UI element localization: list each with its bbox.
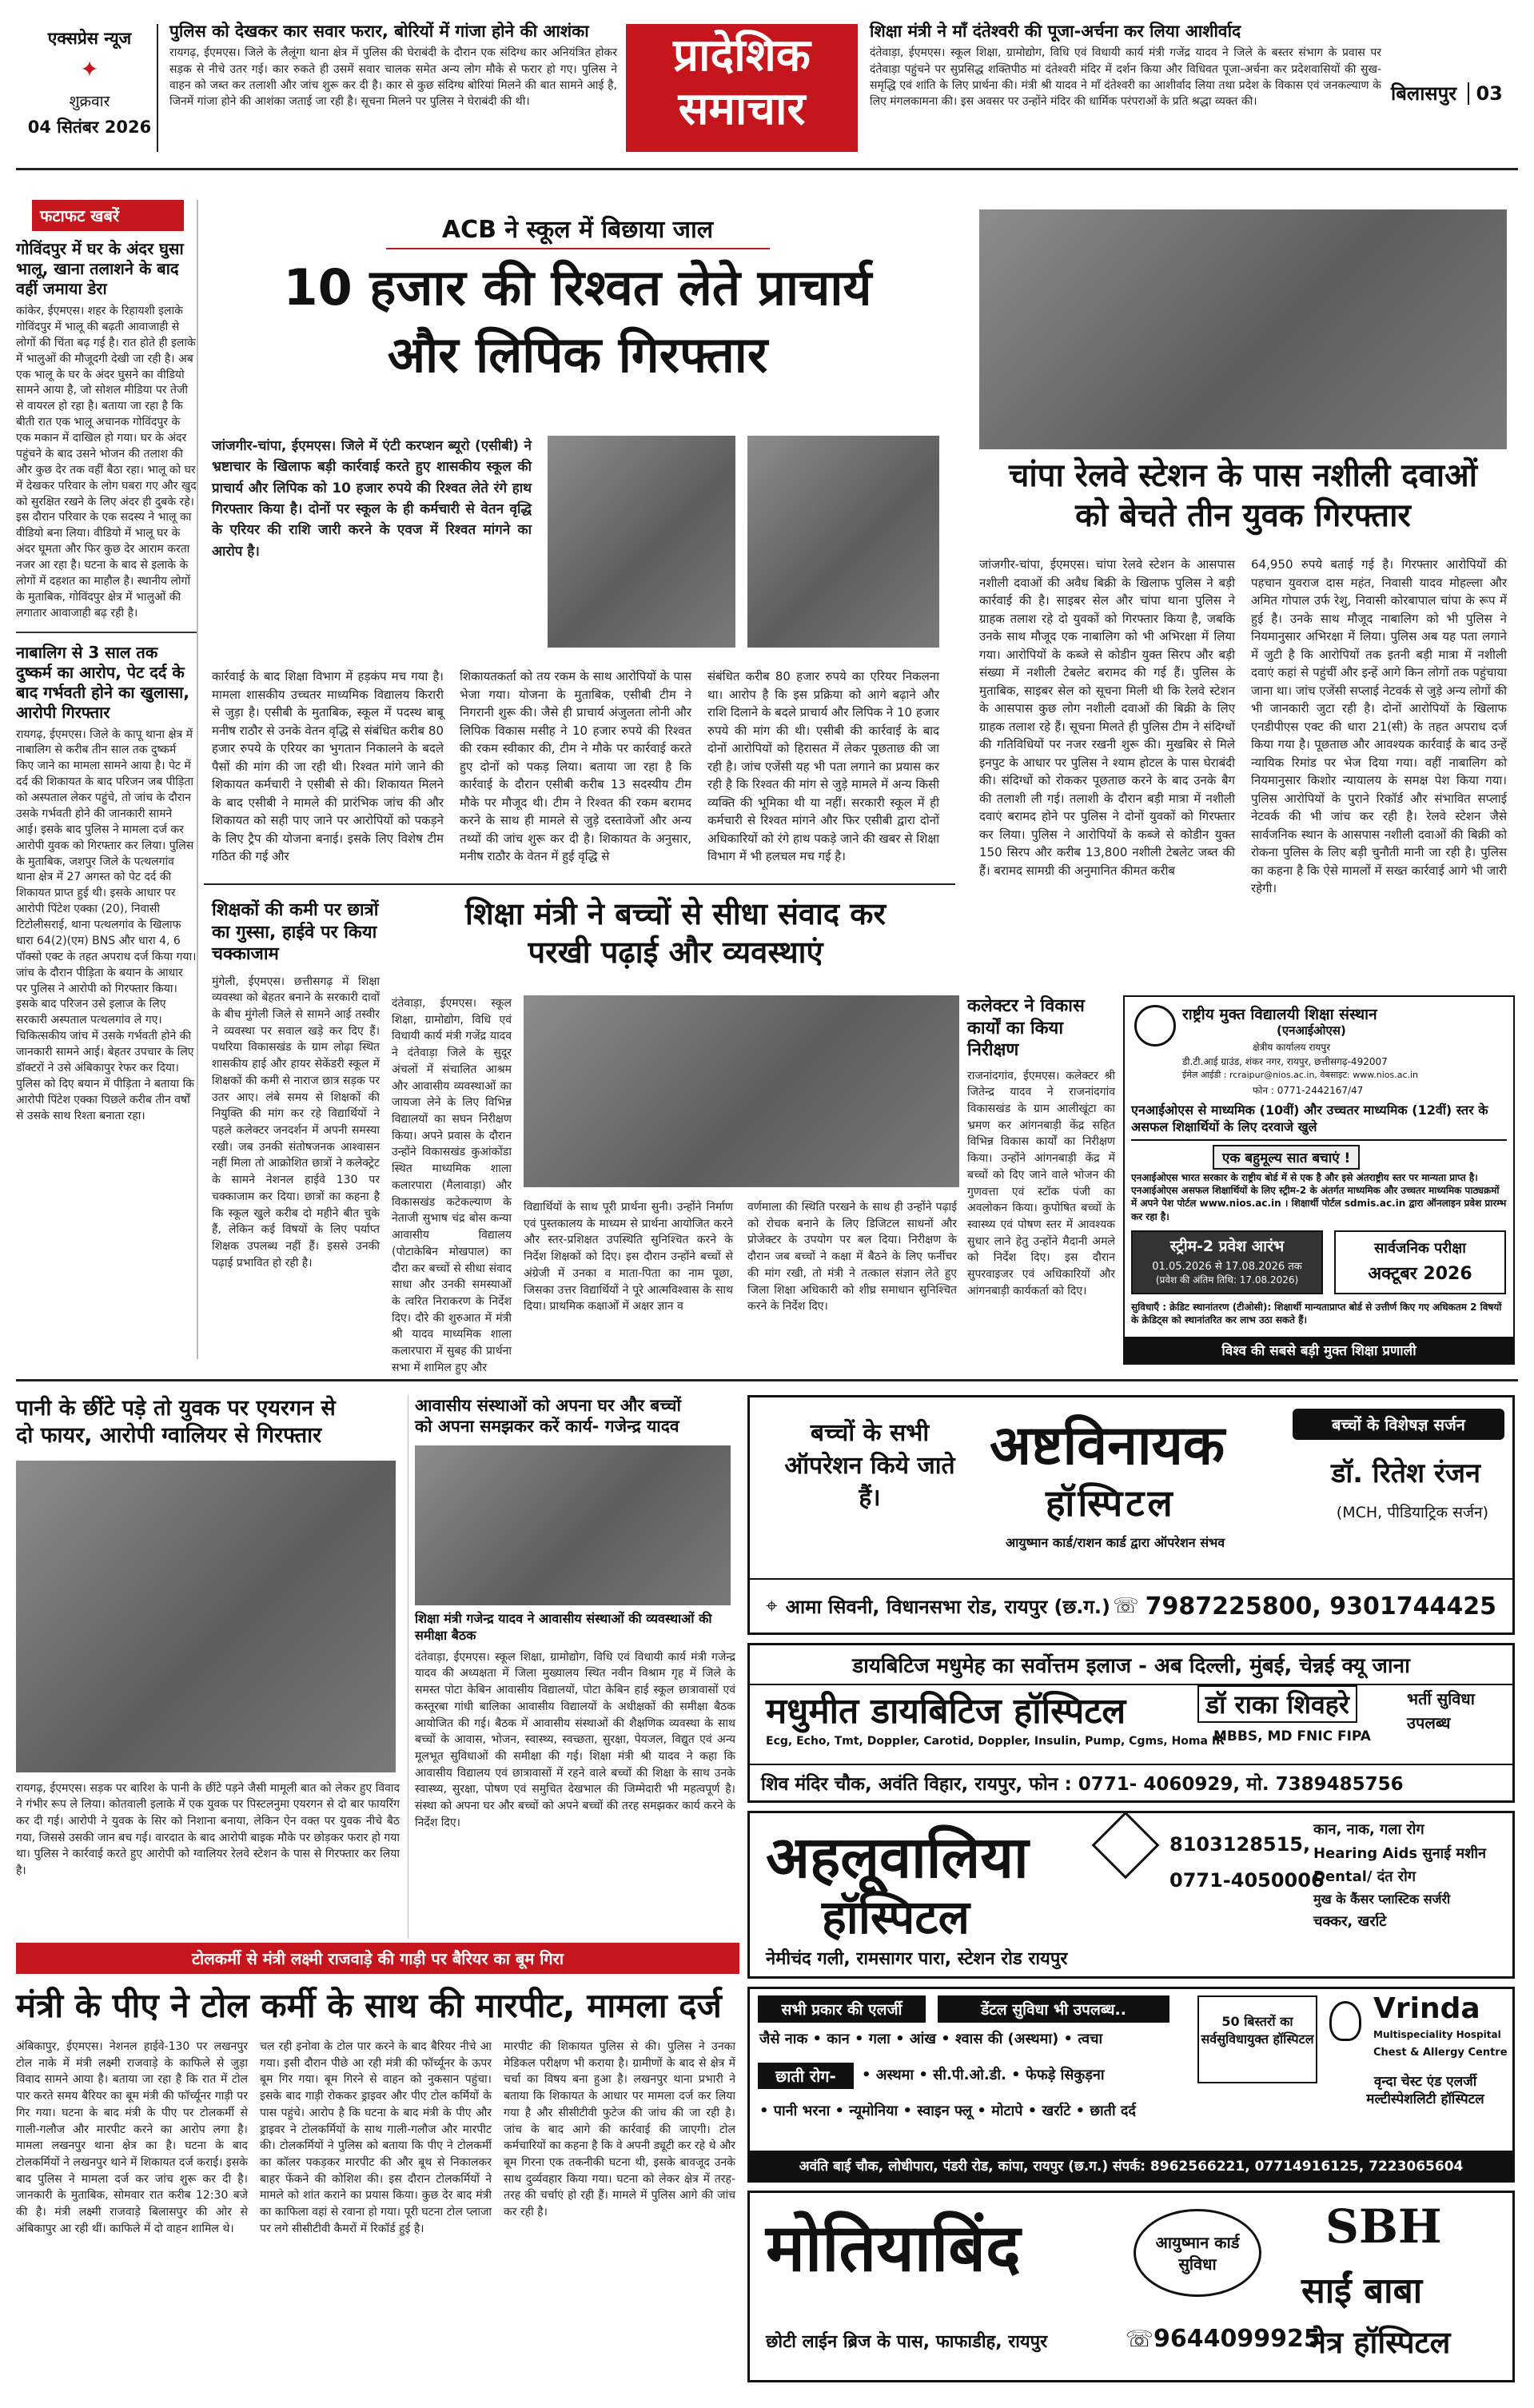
ahluwalia-service: Hearing Aids सुनाई मशीन — [1313, 1844, 1486, 1862]
nios-address: डी.टी.आई ग्राउंड, शंकर नगर, रायपुर, छत्तीसगढ़-492007 — [1182, 1056, 1388, 1067]
ashtavinayak-footer — [750, 1578, 1512, 1633]
minister-col-3: वर्णमाला की स्थिति परखने के साथ ही उन्होंने पढ़ाई को रोचक बनाने के लिए डिजिटल साधनों और प्रोजेक्टर के उपयोग पर बल दिया। निरीक्षण के दौरान जब बच्चों ने कक्षा में बैठने के लिए फर्नीचर की मांग रखी, तो मंत्री ने तत्काल संज्ञान लेते हुए जिला शिक्षा अधिकारी को शीघ्र समाधान सुनिश्चित करने के निर्देश दिए। — [747, 1201, 957, 1314]
madhumeet-name: मधुमीत डायबिटिज हॉस्पिटल — [766, 1691, 1126, 1732]
motiyabind-hospital: साईं बाबा — [1301, 2270, 1423, 2311]
madhumeet-bharti: भर्ती सुविधा उपलब्ध — [1407, 1689, 1475, 1732]
nios-title: राष्ट्रीय मुक्त विद्यालयी शिक्षा संस्थान — [1182, 1006, 1377, 1023]
mungeli-body: मुंगेली, ईएमएस। छत्तीसगढ़ में शिक्षा व्यवस्था को बेहतर बनाने के सरकारी दावों के बीच मुंगेली जिले से सामने आई तस्वीर ने व्यवस्था पर सवाल खड़े कर दिए हैं। पथरिया विकासखंड के ग्राम लोढ़ा स्थित शासकीय हाई और हायर सेकेंडरी स्कूल में शिक्षकों की कमी से नाराज छात्र सड़क पर उतर आए। लंबे समय से शिक्षकों की नियुक्ति की मांग कर रहे विद्यार्थियों ने पहले कलेक्टर जनदर्शन में अपनी समस्या रखी। जब उनकी संतोषजनक आश्वासन नहीं मिला तो आक्रोशित छात्रों ने कलेक्ट्रेट के सामने नेशनल हाईवे 130 पर चक्काजाम कर दिया। छात्रों का कहना है कि स्कूल खुले करीब दो महीने बीत चुके हैं, लेकिन कई विषयों के लिए पर्याप्त शिक्षक उपलब्ध नहीं हैं। इससे उनकी पढ़ाई प्रभावित हो रही है। — [212, 975, 380, 1270]
rule-acb — [204, 883, 955, 885]
hostels-body: दंतेवाड़ा, ईएमएस। स्कूल शिक्षा, ग्रामोद्योग, विधि एवं विधायी कार्य मंत्री गजेन्द्र यादव की अध्यक्षता में जिला मुख्यालय स्थित नवीन विश्राम गृह में जिले के समस्त पोटा केबिन आवासीय विद्यालयों, पोटा केबिन हाई स्कूल छात्रावासों एवं कस्तूरबा गांधी बालिका आवासीय विद्यालयों के अधीक्षकों की समीक्षा बैठक आयोजित की गई। बैठक में आवासीय संस्थाओं की शैक्षणिक व्यवस्था के साथ बच्चों के आवास, भोजन, स्वास्थ्य, स्वच्छता, सुरक्षा, पेयजल, विद्युत एवं अन्य मूलभूत सुविधाओं की समीक्षा की गई। शिक्षा मंत्री श्री यादव ने कहा कि आवासीय विद्यालय एवं छात्रावासों में रहने वाले बच्चों की शिक्षा के साथ उनके स्वास्थ्य, सुरक्षा, पोषण एवं समुचित देखभाल की जिम्मेदारी भी महत्वपूर्ण है। संस्था को अपना घर और बच्चों को अपने बच्चों की तरह समझकर कार्य करने के निर्देश दिए। — [415, 1650, 735, 1829]
nios-feature: सुविधाएँ : क्रेडिट स्थानांतरण (टीओसी): शिक्षार्थी मान्यताप्राप्त बोर्ड से उत्तीर्ण किए गए अधिकतम 2 विषयों के क्रेडिट्स को स्थानांतरित कर लाभ उठा सकते हैं। — [1131, 1302, 1502, 1326]
madhumeet-address: शिव मंदिर चौक, अवंति विहार, रायपुर, फोन : 0771- 4060929, मो. 7389485756 — [750, 1764, 1512, 1800]
ashtavinayak-address: आमा सिवनी, विधानसभा रोड, रायपुर (छ.ग.) — [785, 1595, 1111, 1618]
ad-madhumeet — [747, 1643, 1515, 1803]
champa-story — [971, 456, 1515, 975]
ahluwalia-phone-2: 0771-4050006 — [1169, 1869, 1325, 1892]
champa-headline-2: को बेचते तीन युवक गिरफ्तार — [1075, 497, 1411, 534]
acb-story — [212, 212, 943, 867]
minister-story — [392, 895, 959, 1374]
top-right-body: दंतेवाड़ा, ईएमएस। स्कूल शिक्षा, ग्रामोद्योग, विधि एवं विधायी कार्य मंत्री गजेंद्र यादव ने जिले के बस्तर संभाग के प्रवास पर दंतेवाड़ा पहुंचने पर सुप्रसिद्ध शक्तिपीठ मां दंतेश्वरी मंदिर में दर्शन किया और विधिवत पूजा-अर्चना कर प्रदेशवासियों की सुख-समृद्धि एवं शांति के लिए प्रार्थना की। मंत्री श्री यादव ने माँ दंतेश्वरी का आशीर्वाद लिया तथा प्रदेश के विकास एवं जनकल्याण के लिए मंगलकामना की। इस अवसर पर उन्होंने मंदिर की धार्मिक परंपराओं के प्रति श्रद्धा व्यक्त की। — [870, 46, 1381, 109]
vrinda-lungs-icon — [1329, 2001, 1361, 2041]
ahluwalia-address: नेमीचंद गली, रामसागर पारा, स्टेशन रोड रायपुर — [766, 1949, 1068, 1969]
ahluwalia-name: अहलूवालिया — [766, 1824, 1029, 1891]
section-banner — [626, 24, 858, 152]
minister-photo — [524, 995, 959, 1187]
ashtavinayak-name: अष्टविनायक — [990, 1414, 1225, 1477]
vrinda-dental: डेंटल सुविधा भी उपलब्ध.. — [938, 1995, 1169, 2023]
acb-col-2: शिकायतकर्ता को तय रकम के साथ आरोपियों के पास भेजा गया। योजना के मुताबिक, एसीबी टीम ने निगरानी शुरू की। जैसे ही प्राचार्य अंजुलता लोनी और लिपिक विकास मसीह ने 10 हजार रुपये की रिश्वत की रकम स्वीकार की, टीम ने मौके पर कार्रवाई करते हुए दोनों को पकड़ लिया। बताया जा रहा है कि कार्रवाई के दौरान एसीबी करीब 13 सदस्यीय टीम मौके पर मौजूद थी। टीम ने रिश्वत की रकम बरामद करने के साथ ही मामले से जुड़े दस्तावेजों और अन्य तथ्यों की जांच शुरू कर दी है। शिकायत के अनुसार, मनीष राठौर के वेतन में हुई वृद्धि से — [460, 669, 691, 863]
ahluwalia-service: चक्कर, खर्राटे — [1313, 1913, 1387, 1931]
nios-exam-date: अक्टूबर 2026 — [1368, 1264, 1472, 1284]
accused-photo-clerk — [747, 436, 939, 648]
acb-lead — [212, 436, 532, 668]
motiyabind-hospital-2: नेत्र हॉस्पिटल — [1309, 2325, 1451, 2360]
acb-col-1: कार्रवाई के बाद शिक्षा विभाग में हड़कंप मच गया है। मामला शासकीय उच्चतर माध्यमिक विद्यालय किरारी से जुड़ा है। एसीबी के मुताबिक, स्कूल में पदस्थ बाबू मनीष राठौर से उनके वेतन वृद्धि से संबंधित करीब 80 हजार रुपये के एरियर का भुगतान निकालने के बदले पैसों की मांग की जा रही थी। रिश्वत मांगे जाने की शिकायत कर्मचारी ने एसीबी से की। शिकायत मिलने के बाद एसीबी ने मामले की प्रारंभिक जांच की और शिकायत को सही पाए जाने पर आरोपियों को पकड़ने के लिए ट्रैप की योजना बनाई। इसके लिए विशेष टीम गठित की गई और — [212, 669, 444, 863]
champa-headline-1: चांपा रेलवे स्टेशन के पास नशीली दवाओं — [1008, 457, 1478, 494]
ashtavinayak-sub: हॉस्पिटल — [1046, 1481, 1176, 1525]
minister-col-1: दंतेवाड़ा, ईएमएस। स्कूल शिक्षा, ग्रामोद्योग, विधि एवं विधायी कार्य मंत्री गजेंद्र यादव ने दंतेवाड़ा जिले के सुदूर अंचलों में संचालित आश्रम और आवासीय व्यवस्थाओं का जायजा लेने के लिए विभिन्न विद्यालयों का सघन निरीक्षण किया। अपने प्रवास के दौरान उन्होंने विकासखंड कुआंकोंडा स्थित माध्यमिक शाला कलारपारा (मैलावाड़ा) और विकासखंड कटेकल्याण के नेताजी सुभाष चंद्र बोस कन्या आवासीय विद्यालय (पोटाकेबिन मोखपाल) का दौरा कर बच्चों से सीधा संवाद साधा और उनकी समस्याओं के त्वरित निराकरण के निर्देश दिए। दौरे की शुरुआत में मंत्री श्री यादव माध्यमिक शाला कलारपारा में सुबह की प्रार्थना सभा में शामिल हुए और — [392, 997, 512, 1374]
madhumeet-deg: MBBS, MD FNIC FIPA — [1213, 1728, 1371, 1744]
nios-stream-box — [1131, 1230, 1323, 1294]
rule-mid — [16, 1379, 1518, 1381]
nios-banner: एनआईओएस से माध्यमिक (10वीं) और उच्चतर माध्यमिक (12वीं) स्तर के असफल शिक्षार्थियों के लिए दरवाजे खुले — [1131, 1102, 1507, 1141]
fatafat-body-1: कांकेर, ईएमएस। शहर के रिहायशी इलाके गोविंदपुर में भालू की बढ़ती आवाजाही से लोगों की चिंता बढ़ गई है। रात होते ही इलाके में भालुओं की मौजूदगी देखी जा रही है। अब एक भालू के घर के अंदर घुसने का वीडियो सामने आया है, जो सोशल मीडिया पर तेजी से वायरल हो रहा है। बताया जा रहा है कि बीती रात एक भालू अचानक गोविंदपुर के एक मकान में दाखिल हो गया। घर के अंदर पहुंचने के बाद उसने भोजन की तलाश की और कुछ देर तक वहीं बैठा रहा। भालू को घर में देखकर परिवार के लोग घबरा गए और खुद को सुरक्षित रखने के लिए अंदर ही दुबके रहे। इस दौरान परिवार के एक सदस्य ने भालू का वीडियो बना लिया। वीडियो में भालू घर के अंदर घूमता और फिर कुछ देर आराम करता नजर आ रहा है। घटना के बाद से इलाके के लोगों में दहशत का माहौल है। स्थानीय लोगों के मुताबिक, गोविंदपुर क्षेत्र में भालुओं की लगातार आवाजाही बढ़ रही है। — [16, 305, 197, 620]
champa-col-1: जांजगीर-चांपा, ईएमएस। चांपा रेलवे स्टेशन के आसपास नशीली दवाओं की अवैध बिक्री के खिलाफ पुलिस ने बड़ी कार्रवाई की है। साइबर सेल और चांपा थाना पुलिस ने ग्राहक तलाश रहे दो युवकों को गिरफ्तार किया है, जबकि उनके साथ मौजूद एक नाबालिग को भी अभिरक्षा में लिया गया। आरोपियों के कब्जे से कोडीन युक्त सिरप और बड़ी संख्या में नशीली टेबलेट बरामद की गई हैं। पुलिस के मुताबिक, साइबर सेल को सूचना मिली थी कि रेलवे स्टेशन के आसपास कुछ लोग नशीली दवाओं की बिक्री के लिए ग्राहक तलाश रहे हैं। सूचना मिलते ही पुलिस टीम ने संदिग्धों की गतिविधियों पर नजर रखनी शुरू की। मुखबिर से मिले इनपुट के आधार पर पुलिस ने श्याम होटल के पास घेराबंदी की। संदिग्धों को रोककर पूछताछ करने के बाद उनके बैग की तलाशी ली गई। तलाशी के दौरान बड़ी मात्रा में नशीली दवाएं बरामद होने पर पुलिस ने दोनों युवकों को गिरफ्तार कर लिया। पुलिस ने आरोपियों के कब्जे से कोडीन युक्त 150 सिरप और करीब 13,800 नशीली टेबलेट जब्त की हैं। बरामद सामग्री की अनुमानित कीमत करीब — [979, 557, 1235, 878]
minister-headline-1: शिक्षा मंत्री ने बच्चों से सीधा संवाद कर — [465, 896, 886, 931]
hostels-story — [408, 1395, 735, 1939]
date: 04 सितंबर 2026 — [27, 118, 152, 137]
hostels-photo — [415, 1445, 731, 1605]
top-left-body: रायगढ़, ईएमएस। जिले के लैलूंगा थाना क्षेत्र में पुलिस की घेराबंदी के दौरान एक संदिग्ध कार अनियंत्रित होकर सड़क से नीचे उतर गई। कार रुकते ही उसमें सवार चालक समेत अन्य लोग मौके से फरार हो गए। पुलिस ने वाहन को जब्त कर तलाशी और जांच शुरू कर दी है। कार से कुछ संदिग्ध बोरियां मिलने की बात सामने आई है, जिनमें गांजा होने की आशंका जताई जा रही है। सूचना मिलने पर पुलिस ने घेराबंदी की थी। — [169, 46, 617, 109]
nios-title-2: (एनआईओएस) — [1277, 1023, 1346, 1038]
nios-info: एनआईओएस भारत सरकार के राष्ट्रीय बोर्ड में से एक है और इसे अंतराष्ट्रीय स्तर पर मान्यता प्राप्त है। एनआईओएस असफल शिक्षार्थियों के लिए स्ट्रीम-2 के अंतर्गत माध्यमिक और उच्चतर माध्यमिक पाठ्यक्रमों में अपने पेश पोर्टल www.nios.ac.in । शिक्षार्थी पोर्टल sdmis.ac.in द्वारा ऑनलाइन प्रवेश प्रारम्भ कर रहा है। — [1131, 1172, 1507, 1222]
nios-exam-title: सार्वजनिक परीक्षा — [1374, 1240, 1466, 1257]
nios-chance: एक बहुमूल्य सात बचाएं ! — [1213, 1145, 1360, 1170]
hostels-caption: शिक्षा मंत्री गजेन्द्र यादव ने आवासीय संस्थाओं की व्यवस्थाओं की समीक्षा बैठक — [415, 1610, 712, 1644]
minister-col-2: विद्यार्थियों के साथ पूरी प्रार्थना सुनी। उन्होंने निर्माण एवं पुस्तकालय के माध्यम से प्रार्थना आयोजित करने और स्तर-प्रशिक्षत उपस्थिति सुनिश्चित करने के निर्देश शिक्षकों को दिए। इस दौरान उन्होंने बच्चों से अंग्रेजी में उनका व माता-पिता का नाम पूछा, जिसका उत्तर विद्यार्थियों ने पूरे आत्मविश्वास के साथ दिया। प्राथमिक कक्षाओं में अक्षर ज्ञान व — [524, 1201, 733, 1314]
gwalior-story — [16, 1395, 400, 1939]
toll-col-2: चल रही इनोवा के टोल पार करने के बाद बैरियर नीचे आ गया। इसी दौरान पीछे आ रही मंत्री की फॉर्च्यूनर के ऊपर बूम गिर गया। बूम गिरने से वाहन को नुकसान पहुंचा। इसके बाद गाड़ी रोककर ड्राइवर और पीए टोल कर्मियों के पास पहुंचे। आरोप है कि घटना के बाद मंत्री के पीए और ड्राइवर ने टोलकर्मियों के साथ गाली-गलौज और मारपीट की। टोलकर्मियों ने पुलिस को बताया कि पीए ने टोलकर्मी का कॉलर पकड़कर मारपीट की और बूथ से निकालकर बाहर फेंकने की कोशिश की। इस दौरान टोलकर्मियों ने मामले को शांत कराने का प्रयास किया। कुछ देर बाद मंत्री का काफिला वहां से रवाना हो गया। पूरी घटना टोल प्लाजा पर लगे सीसीटीवी कैमरों में रिकॉर्ड हुई है। — [260, 2040, 492, 2235]
motiyabind-name: मोतियाबिंद — [766, 2211, 1021, 2286]
paper-name: एक्सप्रेस न्यूज — [47, 29, 132, 48]
champa-col-2: 64,950 रुपये बताई गई है। गिरफ्तार आरोपियों की पहचान युवराज दास महंत, निवासी यादव मोहल्ला और अमित गोपाल उर्फ रेशु, निवासी कोरबापाल चांपा के रूप में हुई है। उनके साथ मौजूद नाबालिग को भी पुलिस ने नियमानुसार अभिरक्षा में लिया। पुलिस अब यह पता लगाने में जुटी है कि आरोपियों तक इतनी बड़ी मात्रा में नशीली दवाएं कहां से पहुंचीं और इन्हें आगे किन लोगों तक पहुंचाया जाना था। जांच एजेंसी सप्लाई नेटवर्क से जुड़े अन्य लोगों की भी जानकारी जुटा रही है। दोनों आरोपियों के खिलाफ एनडीपीएस एक्ट की धारा 21(सी) के तहत अपराध दर्ज किया गया है। पूछताछ और आवश्यक कार्रवाई के बाद उन्हें न्यायिक रिमांड पर भेज दिया गया। वहीं नाबालिग को नियमानुसार किशोर न्यायालय के समक्ष पेश किया गया। पुलिस आरोपियों के पुराने रिकॉर्ड और संभावित सप्लाई नेटवर्क की भी जांच कर रही है। रेलवे स्टेशन जैसे सार्वजनिक स्थान के आसपास नशीली दवाओं की बिक्री को रोकना पुलिस के लिए बड़ी चुनौती मानी जा रही है। पुलिस का कहना है कि ऐसे मामलों में सख्त कार्रवाई आगे भी जारी रहेगी। — [1251, 557, 1507, 895]
acb-col-3: संबंधित करीब 80 हजार रुपये का एरियर निकलना था। आरोप है कि इस प्रक्रिया को आगे बढ़ाने और राशि दिलाने के बदले प्राचार्य और लिपिक ने 10 हजार रुपये की मांग की थी। एसीबी की कार्रवाई के बाद दोनों आरोपियों को हिरासत में लेकर पूछताछ की जा रही है। जांच एजेंसी यह भी पता लगाने का प्रयास कर रही है कि रिश्वत की मांग से जुड़े मामले में अन्य किसी व्यक्ति की भूमिका थी या नहीं। सरकारी स्कूल में ही कर्मचारी से रिश्वत मांगने और फिर एसीबी द्वारा दोनों अधिकारियों को रंगे हाथ पकड़े जाने की खबर से शिक्षा विभाग में भी हलचल मच गई है। — [707, 669, 939, 863]
vrinda-chest: छाती रोग- — [758, 2063, 854, 2089]
minister-headline-2: परखी पढ़ाई और व्यवस्थाएं — [528, 934, 823, 970]
toll-col-1: अंबिकापुर, ईएमएस। नेशनल हाईवे-130 पर लखनपुर टोल नाके में मंत्री लक्ष्मी राजवाड़े के काफिले से जुड़ा विवाद सामने आया है। बताया जा रहा है कि रात में टोल पार करते समय बैरियर का बूम मंत्री की फॉर्च्यूनर गाड़ी पर गिर गया। घटना के बाद मंत्री के पीए पर टोलकर्मी से गाली-गलौज और मारपीट करने का आरोप लगा है। मामला लखनपुर थाना क्षेत्र का है। घटना के बाद टोलकर्मियों ने लखनपुर थाने में शिकायत दर्ज कराई। इसके बाद पुलिस ने मामला दर्ज कर जांच शुरू कर दी है। जानकारी के मुताबिक, सोमवार रात करीब 12:30 बजे की है। मंत्री लक्ष्मी राजवाड़े बिलासपुर की ओर से अंबिकापुर आ रही थीं। काफिले में दो वाहन शामिल थे। — [16, 2040, 248, 2235]
nios-ad — [1123, 995, 1515, 1365]
motiyabind-address: छोटी लाईन ब्रिज के पास, फाफाडीह, रायपुर — [766, 2332, 1048, 2352]
ahluwalia-phone-1: 8103128515, — [1169, 1833, 1311, 1856]
section-title-2: समाचार — [678, 83, 806, 136]
ad-ashtavinayak — [747, 1395, 1515, 1635]
gwalior-body: रायगढ़, ईएमएस। सड़क पर बारिश के पानी के छींटे पड़ने जैसी मामूली बात को लेकर हुए विवाद ने गंभीर रूप ले लिया। कोतवाली इलाके में एक युवक पर पिस्टलनुमा एयरगन से दो बार फायरिंग कर दी गई। आरोपी ने युवक के सिर को निशाना बनाया, लेकिन ऐन वक्त पर युवक नीचे बैठ गया, जिससे उसकी जान बच गई। वारदात के बाद आरोपी बाइक मौके पर छोड़कर फरार हो गया था। पुलिस ने कार्रवाई करते हुए आरोपी को ग्वालियर रेलवे स्टेशन के पास से गिरफ्तार कर लिया है। — [16, 1781, 400, 1878]
nios-stream-late: (प्रवेश की अंतिम तिथि: 17.08.2026) — [1155, 1274, 1299, 1286]
hostels-headline-1: आवासीय संस्थाओं को अपना घर और बच्चों — [415, 1396, 681, 1415]
collector-headline: कलेक्टर ने विकास कार्यों का किया निरीक्षण — [967, 996, 1085, 1060]
masthead-left — [22, 24, 158, 152]
acb-kicker: ACB ने स्कूल में बिछाया जाल — [386, 212, 770, 249]
vrinda-row-3: • पानी भरना • न्यूमोनिया • स्वाइन फ्लू • मोटापे • खर्राटे • छाती दर्द — [759, 2103, 1136, 2119]
toll-col-3: मारपीट की शिकायत पुलिस से की। पुलिस ने उनका मेडिकल परीक्षण भी कराया है। ग्रामीणों के बाद से क्षेत्र में चर्चा का विषय बना हुआ है। लखनपुर थाना प्रभारी ने बताया कि शिकायत के आधार पर मामला दर्ज कर लिया गया है और सीसीटीवी फुटेज की जांच की जा रही है। जांच के बाद आगे की कार्रवाई की जाएगी। टोल कर्मचारियों का कहना है कि वे अपनी ड्यूटी कर रहे थे और बूम गिरना एक तकनीकी घटना थी, इसके बावजूद उनके साथ दुर्व्यवहार किया गया। घटना को लेकर क्षेत्र में तरह-तरह की चर्चाएं हो रही हैं। मामले में पुलिस आगे की जांच कर रही है। — [504, 2040, 735, 2219]
city-label — [1391, 80, 1511, 112]
ahluwalia-service: Dental/ दंत रोग — [1313, 1868, 1416, 1886]
vrinda-name: Vrinda — [1373, 1992, 1480, 2025]
nios-exam-box — [1334, 1230, 1506, 1294]
ahluwalia-logo-icon — [1092, 1812, 1160, 1880]
ashtavinayak-tag: आयुष्मान कार्ड/राशन कार्ड द्वारा ऑपरेशन संभव — [1006, 1535, 1225, 1550]
vrinda-name-tag: Chest & Allergy Centre — [1373, 2047, 1508, 2059]
motiyabind-phone-icon: ☏ — [1126, 2326, 1154, 2352]
gwalior-headline-1: पानी के छींटे पड़े तो युवक पर एयरगन से — [16, 1396, 336, 1421]
toll-story — [16, 1943, 739, 2398]
ahluwalia-service: कान, नाक, गला रोग — [1313, 1821, 1424, 1838]
toll-headline: मंत्री के पीए ने टोल कर्मी के साथ की मारपीट, मामला दर्ज — [16, 1986, 722, 2025]
nios-stream-dates: 01.05.2026 से 17.08.2026 तक — [1152, 1261, 1302, 1273]
motiyabind-phone: 9644099925 — [1153, 2325, 1321, 2353]
ad-ahluwalia — [747, 1811, 1515, 1979]
madhumeet-doctor: डॉ राका शिवहरे — [1197, 1685, 1357, 1723]
toll-kicker: टोलकर्मी से मंत्री लक्ष्मी राजवाड़े की गाड़ी पर बैरियर का बूम गिरा — [16, 1943, 739, 1974]
ahluwalia-services — [1313, 1818, 1513, 1934]
ashtavinayak-phone: 7987225800, 9301744425 — [1145, 1592, 1496, 1621]
acb-lead-text: जांजगीर-चांपा, ईएमएस। जिले में एंटी करप्शन ब्यूरो (एसीबी) ने भ्रष्टाचार के खिलाफ बड़ी कार्रवाई करते हुए शासकीय स्कूल की प्राचार्य और लिपिक को 10 हजार रुपये की रिश्वत लेते रंगे हाथ गिरफ्तार किया है। दोनों पर स्कूल के ही कर्मचारी से वेतन वृद्धि के एरियर की राशि जारी करने के एवज में रिश्वत मांगने का आरोप है। — [212, 438, 532, 560]
ahluwalia-service: मुख के कैंसर प्लास्टिक सर्जरी — [1313, 1892, 1451, 1908]
vrinda-row-2: • अस्थमा • सी.पी.ओ.डी. • फेफड़े सिकुड़ना — [862, 2067, 1105, 2083]
fatafat-divider — [16, 632, 197, 633]
city: बिलासपुर — [1391, 82, 1457, 105]
phone-icon: ☏ — [1113, 1594, 1139, 1618]
vrinda-allergy: सभी प्रकार की एलर्जी — [758, 1995, 926, 2023]
gwalior-headline-2: दो फायर, आरोपी ग्वालियर से गिरफ्तार — [16, 1422, 322, 1448]
acb-headline-1: 10 हजार की रिश्वत लेते प्राचार्य — [283, 258, 872, 317]
day: शुक्रवार — [69, 93, 110, 110]
ahluwalia-sub: हॉस्पिटल — [822, 1890, 970, 1944]
page-number: 03 — [1468, 82, 1502, 105]
masthead-rule — [16, 168, 1518, 170]
nios-office: क्षेत्रीय कार्यालय रायपुर — [1253, 1042, 1331, 1053]
mungeli-headline: शिक्षकों की कमी पर छात्रों का गुस्सा, हाईवे पर किया चक्काजाम — [212, 900, 379, 964]
collector-body: राजनांदगांव, ईएमएस। कलेक्टर श्री जितेन्द्र यादव ने राजनांदगांव विकासखंड के ग्राम आलीखूंटा का भ्रमण कर आंगनबाड़ी केंद्र सहित विभिन्न विकास कार्यों का निरीक्षण किया। उन्होंने आंगनबाड़ी केंद्र में बच्चों को दिए जाने वाले भोजन की गुणवत्ता एवं स्टॉक पंजी का अवलोकन किया। कुपोषित बच्चों के स्वास्थ्य एवं पोषण स्तर में आवश्यक सुधार लाने हेतु उन्होंने मैदानी अमले को निर्देश दिए। इस दौरान सुपरवाइजर एवं अधिकारियों और आंगनबाड़ी कार्यकर्ता को दिए। — [967, 1069, 1115, 1298]
mungeli-story — [212, 899, 380, 1363]
vrinda-row-1: जैसे नाक • कान • गला • आंख • श्वास की (अस्थमा) • त्वचा — [759, 2031, 1103, 2047]
top-right-news — [870, 21, 1381, 155]
fatafat-label: फटाफट खबरें — [32, 200, 184, 231]
collector-story — [967, 995, 1115, 1363]
nios-stream-title: स्ट्रीम-2 प्रवेश आरंभ — [1169, 1238, 1285, 1255]
nios-phone: फोन : 0771-2442167/47 — [1253, 1085, 1364, 1096]
motiyabind-brand: SBH — [1325, 2199, 1442, 2254]
hostels-headline-2: को अपना समझकर करें कार्य- गजेन्द्र यादव — [415, 1417, 679, 1437]
ad-motiyabind — [747, 2191, 1515, 2382]
logo-icon: ✦ — [80, 56, 99, 82]
location-pin-icon: ⌖ — [766, 1593, 778, 1618]
section-title-1: प्रादेशिक — [673, 30, 811, 82]
ashtavinayak-deg: (MCH, पीडियाट्रिक सर्जन) — [1336, 1504, 1488, 1521]
acb-headline-2: और लिपिक गिरफ्तार — [387, 325, 768, 384]
vrinda-address: अवंति बाई चौक, लोधीपारा, पंडरी रोड, कांपा, रायपुर (छ.ग.) संपर्क: 8962566221, 07714916125, 7223065604 — [750, 2151, 1512, 2180]
top-right-headline: शिक्षा मंत्री ने माँ दंतेश्वरी की पूजा-अर्चना कर लिया आशीर्वाद — [870, 22, 1241, 41]
ashtavinayak-right-top: बच्चों के विशेषज्ञ सर्जन — [1293, 1409, 1504, 1440]
fatafat-headline-2: नाबालिग से 3 साल तक दुष्कर्म का आरोप, पेट दर्द के बाद गर्भवती होने का खुलासा, आरोपी गिरफ्तार — [16, 642, 189, 722]
vrinda-beds: 50 बिस्तरों का सर्वसुविधायुक्त हॉस्पिटल — [1197, 1995, 1317, 2083]
top-left-news — [169, 21, 617, 155]
gwalior-photo — [16, 1461, 396, 1772]
ad-vrinda — [747, 1987, 1515, 2183]
madhumeet-tests: Ecg, Echo, Tmt, Doppler, Carotid, Doppler, Insulin, Pump, Cgms, Homa IR — [766, 1735, 1225, 1748]
ashtavinayak-left: बच्चों के सभी ऑपरेशन किये जाते हैं। — [784, 1419, 955, 1512]
vrinda-name-sub: Multispeciality Hospital — [1373, 2029, 1501, 2040]
top-left-headline: पुलिस को देखकर कार सवार फरार, बोरियों में गांजा होने की आशंका — [169, 22, 589, 41]
fatafat-headline-1: गोविंदपुर में घर के अंदर घुसा भालू, खाना तलाशने के बाद वहीं जमाया डेरा — [16, 239, 184, 298]
ashtavinayak-doctor: डॉ. रितेश रंजन — [1331, 1457, 1480, 1489]
fatafat-column — [16, 200, 198, 1359]
vrinda-hindi: वृन्दा चेस्ट एंड एलर्जी मल्टीस्पेशलिटी हॉस्पिटल — [1366, 2074, 1484, 2108]
madhumeet-top: डायबिटिज मधुमेह का सर्वोत्तम इलाज - अब दिल्ली, मुंबई, चेन्नई क्यू जाना — [750, 1645, 1512, 1685]
champa-photo — [979, 209, 1507, 449]
accused-photo-principal — [548, 436, 735, 648]
nios-logo-icon — [1134, 1005, 1176, 1047]
nios-contact: ईमेल आईडी : rcraipur@nios.ac.in, वेबसाइट: www.nios.ac.in — [1182, 1070, 1419, 1080]
nios-footer: विश्व की सबसे बड़ी मुक्त शिक्षा प्रणाली — [1125, 1337, 1513, 1363]
fatafat-body-2: रायगढ़, ईएमएस। जिले के कापू थाना क्षेत्र में नाबालिग से करीब तीन साल तक दुष्कर्म किए जाने का मामला सामने आया है। पेट में दर्द की शिकायत के बाद परिजन जब पीड़िता को अस्पताल लेकर पहुंचे, तो जांच के दौरान उसके गर्भवती होने की जानकारी सामने आई। इसके बाद पुलिस ने मामला दर्ज कर आरोपी युवक को गिरफ्तार कर लिया। पुलिस के मुताबिक, जशपुर जिले के पत्थलगांव थाना क्षेत्र में 27 अगस्त को पेट दर्द की शिकायत प्राप्त हुई थी। इसके आधार पर आरोपी पिंटेश एक्का (20), निवासी टिटोलीसराई, थाना पत्थलगांव के खिलाफ धारा 64(2)(एम) BNS और धारा 4, 6 पॉक्सो एक्ट के तहत अपराध दर्ज किया गया। जांच के दौरान पीड़िता के बयान के आधार पर पुलिस ने आरोपी को गिरफ्तार किया। इसके बाद परिजन उसे इलाज के लिए सरकारी अस्पताल पत्थलगांव ले गए। चिकित्सकीय जांच में उसके गर्भवती होने की जानकारी सामने आई। बेहतर उपचार के लिए डॉक्टरों ने उसे अंबिकापुर रेफर कर दिया। पुलिस को दिए बयान में पीड़िता ने बताया कि आरोपी पिंटेश एक्का पिछले करीब तीन वर्षों से उसके साथ रिश्ता बनाता रहा। — [16, 728, 197, 1122]
motiyabind-badge: आयुष्मान कार्ड सुविधा — [1134, 2209, 1261, 2297]
